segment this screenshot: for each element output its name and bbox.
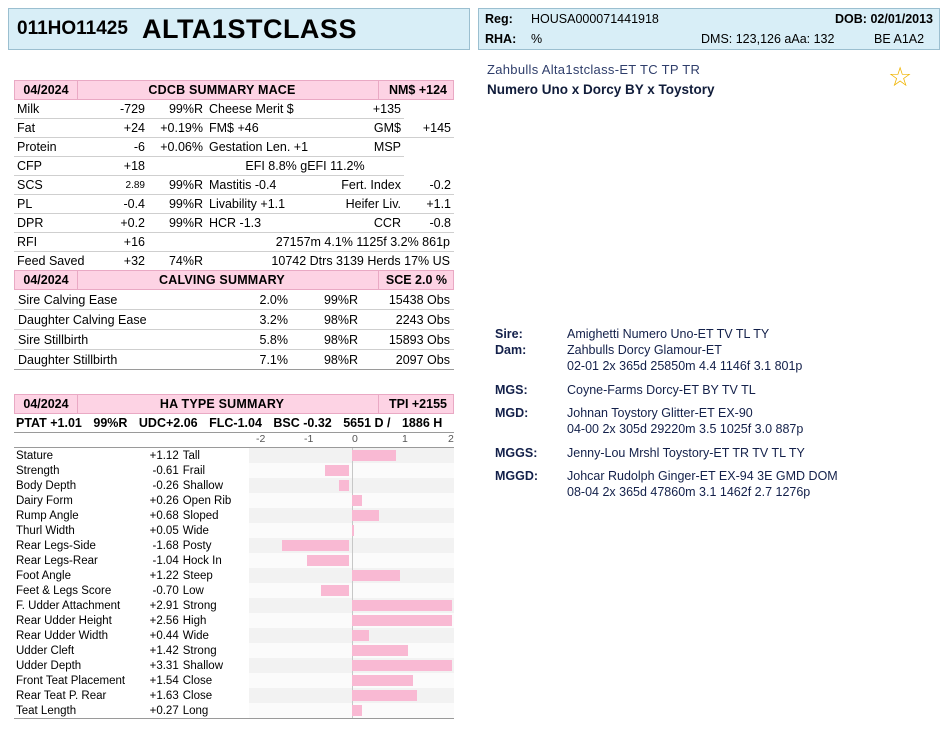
cdcb-summary-panel bbox=[14, 80, 454, 271]
trait-descriptor: Strong bbox=[182, 599, 217, 612]
pedigree-key: MGD: bbox=[495, 406, 529, 420]
trait-bar-cell bbox=[249, 703, 454, 718]
calving-trait: Daughter Stillbirth bbox=[14, 350, 220, 370]
calving-sce-value: SCE 2.0 % bbox=[385, 273, 447, 287]
trait-descriptor: Hock In bbox=[182, 554, 222, 567]
tick-label: -2 bbox=[256, 433, 266, 445]
trait-value: +1.22 bbox=[149, 569, 179, 582]
trait-chart-scale bbox=[14, 433, 454, 447]
trait-descriptor: Shallow bbox=[182, 659, 224, 672]
trait-rel: 99%R bbox=[148, 176, 206, 195]
bull-code: 011HO11425 bbox=[17, 18, 128, 39]
calving-date: 04/2024 bbox=[23, 273, 69, 287]
trait-bar bbox=[352, 690, 417, 701]
calving-rel: 98%R bbox=[292, 310, 362, 330]
trait-descriptor: Tall bbox=[182, 449, 200, 462]
trait-bar bbox=[352, 660, 452, 671]
sire-stack: Numero Uno x Dorcy BY x Toystory bbox=[487, 82, 715, 97]
calving-grid bbox=[14, 290, 454, 370]
table-row bbox=[14, 553, 454, 568]
lactation-record: 27157m 4.1% 1125f 3.2% 861p bbox=[206, 233, 454, 252]
dms-value: 123,126 bbox=[735, 32, 781, 46]
pedigree-dam-record: 02-01 2x 365d 25850m 4.4 1146f 3.1 801p bbox=[567, 359, 803, 373]
trait-name: Rear Udder Height bbox=[16, 614, 112, 627]
trait-bar bbox=[325, 465, 349, 476]
table-row bbox=[14, 448, 454, 463]
dob-pair bbox=[835, 9, 933, 29]
dms-label: DMS: bbox=[701, 32, 733, 46]
tick-label: 1 bbox=[402, 433, 408, 445]
pedigree-value: Coyne-Farms Dorcy-ET BY TV TL bbox=[567, 383, 756, 397]
table-row bbox=[14, 598, 454, 613]
trait-label: RFI bbox=[14, 233, 98, 252]
pedigree-row-dam bbox=[495, 343, 935, 357]
calving-rel: 99%R bbox=[292, 290, 362, 310]
calving-summary-panel bbox=[14, 270, 454, 370]
table-row bbox=[14, 703, 454, 718]
calving-rel: 98%R bbox=[292, 350, 362, 370]
trait-extra-left: Mastitis -0.4 bbox=[206, 176, 338, 195]
trait-rel: 99%R bbox=[148, 100, 206, 119]
bsc-value: BSC -0.32 bbox=[273, 416, 332, 430]
trait-bar bbox=[321, 585, 349, 596]
table-row bbox=[14, 176, 454, 195]
trait-descriptor: Posty bbox=[182, 539, 212, 552]
trait-label: CFP bbox=[14, 157, 98, 176]
pedigree-key: MGGD: bbox=[495, 469, 539, 483]
calving-trait: Sire Calving Ease bbox=[14, 290, 220, 310]
trait-bar-cell bbox=[249, 673, 454, 688]
trait-descriptor: Close bbox=[182, 674, 213, 687]
trait-bar-cell bbox=[249, 658, 454, 673]
bull-identity-box bbox=[8, 8, 470, 50]
table-row bbox=[14, 508, 454, 523]
table-row bbox=[14, 119, 454, 138]
trait-name: Body Depth bbox=[16, 479, 77, 492]
trait-name: Rear Udder Width bbox=[16, 629, 109, 642]
trait-bar-cell bbox=[249, 598, 454, 613]
trait-rel bbox=[148, 157, 206, 176]
cdcb-date: 04/2024 bbox=[23, 83, 69, 97]
tick-label: -1 bbox=[304, 433, 314, 445]
full-registered-name: Zahbulls Alta1stclass-ET TC TP TR bbox=[487, 62, 701, 77]
trait-extra-right: MSP bbox=[338, 138, 404, 157]
trait-descriptor: Steep bbox=[182, 569, 213, 582]
trait-value: -1.04 bbox=[152, 554, 179, 567]
ptat-value: PTAT +1.01 bbox=[16, 416, 82, 430]
pedigree-value: Amighetti Numero Uno-ET TV TL TY bbox=[567, 327, 770, 341]
table-row bbox=[14, 350, 454, 370]
type-title: HA TYPE SUMMARY bbox=[159, 397, 285, 411]
trait-bar-cell bbox=[249, 448, 454, 463]
trait-bar-cell bbox=[249, 538, 454, 553]
trait-name: Rear Legs-Rear bbox=[16, 554, 98, 567]
dms-group bbox=[701, 29, 834, 49]
pedigree-value: Jenny-Lou Mrshl Toystory-ET TR TV TL TY bbox=[567, 446, 805, 460]
trait-bar-cell bbox=[249, 478, 454, 493]
calving-rel: 98%R bbox=[292, 330, 362, 350]
trait-bar bbox=[352, 615, 452, 626]
trait-rel bbox=[148, 233, 206, 252]
pedigree-row-sire bbox=[495, 327, 935, 341]
trait-bar bbox=[352, 495, 362, 506]
trait-extra-right: +1.1 bbox=[404, 195, 454, 214]
herd-count: 1886 H bbox=[401, 416, 443, 430]
daughter-count: 5651 D / bbox=[343, 416, 391, 430]
trait-value: +0.26 bbox=[149, 494, 179, 507]
trait-rel: 99%R bbox=[148, 214, 206, 233]
trait-value: +3.31 bbox=[149, 659, 179, 672]
trait-value: +0.27 bbox=[149, 704, 179, 717]
trait-bar bbox=[352, 675, 414, 686]
calving-pct: 7.1% bbox=[220, 350, 292, 370]
pedigree-key: MGGS: bbox=[495, 446, 538, 460]
trait-value: +32 bbox=[98, 252, 148, 271]
registration-row bbox=[479, 9, 939, 29]
trait-extra-mid: CCR bbox=[338, 214, 404, 233]
trait-descriptor: Sloped bbox=[182, 509, 219, 522]
calving-pct: 2.0% bbox=[220, 290, 292, 310]
trait-name: Teat Length bbox=[16, 704, 77, 717]
table-row bbox=[14, 538, 454, 553]
pedigree-mggd-record: 08-04 2x 365d 47860m 3.1 1462f 2.7 1276p bbox=[567, 485, 811, 499]
trait-extra-left: Gestation Len. +1 bbox=[206, 138, 338, 157]
calving-pct: 5.8% bbox=[220, 330, 292, 350]
trait-descriptor: Strong bbox=[182, 644, 217, 657]
table-row bbox=[14, 613, 454, 628]
trait-bar bbox=[352, 705, 363, 716]
trait-label: Fat bbox=[14, 119, 98, 138]
trait-value: +18 bbox=[98, 157, 148, 176]
calving-obs: 2243 Obs bbox=[362, 310, 454, 330]
tick-label: 2 bbox=[448, 433, 454, 445]
trait-name: Dairy Form bbox=[16, 494, 73, 507]
table-row bbox=[14, 568, 454, 583]
cdcb-title-bar bbox=[14, 80, 454, 100]
cdcb-grid bbox=[14, 100, 454, 271]
trait-extra-mid: Heifer Liv. bbox=[338, 195, 404, 214]
trait-name: Udder Depth bbox=[16, 659, 82, 672]
rha-value: % bbox=[531, 32, 543, 46]
trait-extra-left: Cheese Merit $ bbox=[206, 100, 338, 119]
pedigree-row-mgd bbox=[495, 406, 935, 420]
trait-descriptor: Wide bbox=[182, 524, 209, 537]
trait-extra-right: +135 bbox=[338, 100, 404, 119]
trait-name: Rear Teat P. Rear bbox=[16, 689, 107, 702]
trait-value: +24 bbox=[98, 119, 148, 138]
table-row bbox=[14, 233, 454, 252]
calving-trait: Daughter Calving Ease bbox=[14, 310, 220, 330]
pedigree-summary bbox=[487, 62, 887, 97]
trait-value: -0.26 bbox=[152, 479, 179, 492]
trait-bar-cell bbox=[249, 613, 454, 628]
pedigree-value: Zahbulls Dorcy Glamour-ET bbox=[567, 343, 722, 357]
calving-obs: 15893 Obs bbox=[362, 330, 454, 350]
udc-value: UDC+2.06 bbox=[138, 416, 198, 430]
trait-extra-left: FM$ +46 bbox=[206, 119, 338, 138]
aaa-label: aAa: bbox=[784, 32, 811, 46]
flc-value: FLC-1.04 bbox=[209, 416, 262, 430]
trait-name: Strength bbox=[16, 464, 60, 477]
pedigree-value: Johcar Rudolph Ginger-ET EX-94 3E GMD DOM bbox=[567, 469, 838, 483]
star-icon: ☆ bbox=[888, 62, 913, 92]
table-row bbox=[14, 673, 454, 688]
be-label: BE bbox=[874, 32, 891, 46]
trait-bar-cell bbox=[249, 628, 454, 643]
pedigree-mgd-record: 04-00 2x 305d 29220m 3.5 1025f 3.0 887p bbox=[567, 422, 804, 436]
trait-value: +2.56 bbox=[149, 614, 179, 627]
trait-descriptor: Shallow bbox=[182, 479, 224, 492]
trait-label: DPR bbox=[14, 214, 98, 233]
trait-label: Protein bbox=[14, 138, 98, 157]
trait-name: Stature bbox=[16, 449, 54, 462]
trait-extra-right: -0.2 bbox=[404, 176, 454, 195]
type-summary-panel bbox=[14, 394, 454, 719]
trait-name: F. Udder Attachment bbox=[16, 599, 121, 612]
table-row bbox=[14, 195, 454, 214]
trait-value: -729 bbox=[98, 100, 148, 119]
trait-bar bbox=[352, 450, 397, 461]
trait-value: -0.61 bbox=[152, 464, 179, 477]
table-row bbox=[14, 688, 454, 703]
trait-chart bbox=[14, 447, 454, 719]
table-row bbox=[14, 252, 454, 271]
registration-box bbox=[478, 8, 940, 50]
rha-label: RHA: bbox=[485, 32, 517, 46]
reg-value: HOUSA000071441918 bbox=[531, 12, 659, 26]
trait-extra-left: EFI 8.8% gEFI 11.2% bbox=[206, 157, 404, 176]
trait-bar-cell bbox=[249, 493, 454, 508]
trait-bar-cell bbox=[249, 553, 454, 568]
cdcb-title: CDCB SUMMARY MACE bbox=[148, 83, 296, 97]
type-date: 04/2024 bbox=[23, 397, 69, 411]
type-tpi-value: TPI +2155 bbox=[388, 397, 447, 411]
be-group bbox=[874, 29, 924, 49]
trait-value: +1.54 bbox=[149, 674, 179, 687]
trait-bar-cell bbox=[249, 463, 454, 478]
trait-descriptor: High bbox=[182, 614, 207, 627]
pedigree-row-mgs bbox=[495, 383, 935, 397]
pedigree-key: Sire: bbox=[495, 327, 523, 341]
trait-value: -0.4 bbox=[98, 195, 148, 214]
trait-value: -0.70 bbox=[152, 584, 179, 597]
trait-extra-left: Livability +1.1 bbox=[206, 195, 338, 214]
trait-value: +0.44 bbox=[149, 629, 179, 642]
table-row bbox=[14, 330, 454, 350]
ptat-rel: 99%R bbox=[93, 416, 128, 430]
trait-bar bbox=[352, 525, 354, 536]
trait-bar-cell bbox=[249, 688, 454, 703]
pedigree-value: Johnan Toystory Glitter-ET EX-90 bbox=[567, 406, 753, 420]
table-row bbox=[14, 157, 454, 176]
table-row bbox=[14, 310, 454, 330]
table-row bbox=[14, 290, 454, 310]
table-row bbox=[14, 523, 454, 538]
daughter-herd-counts: 10742 Dtrs 3139 Herds 17% US bbox=[206, 252, 454, 271]
bull-name: ALTA1STCLASS bbox=[141, 13, 357, 44]
trait-label: Milk bbox=[14, 100, 98, 119]
trait-bar bbox=[352, 570, 401, 581]
pedigree-table bbox=[495, 327, 935, 502]
tick-label: 0 bbox=[352, 433, 358, 445]
trait-value: +0.05 bbox=[149, 524, 179, 537]
table-row bbox=[14, 643, 454, 658]
pedigree-row-mggd bbox=[495, 469, 935, 483]
trait-value: +0.2 bbox=[98, 214, 148, 233]
trait-descriptor: Open Rib bbox=[182, 494, 232, 507]
trait-extra-mid: GM$ bbox=[338, 119, 404, 138]
trait-value: +0.68 bbox=[149, 509, 179, 522]
trait-bar-cell bbox=[249, 568, 454, 583]
pedigree-row-mggs bbox=[495, 446, 935, 460]
pedigree-key: MGS: bbox=[495, 383, 528, 397]
page-header bbox=[0, 0, 948, 54]
trait-rel: 99%R bbox=[148, 195, 206, 214]
trait-name: Udder Cleft bbox=[16, 644, 75, 657]
trait-descriptor: Low bbox=[182, 584, 204, 597]
calving-obs: 15438 Obs bbox=[362, 290, 454, 310]
be-value: A1A2 bbox=[893, 32, 925, 46]
trait-extra-left: HCR -1.3 bbox=[206, 214, 338, 233]
trait-label: PL bbox=[14, 195, 98, 214]
trait-value: 2.89 bbox=[98, 176, 148, 195]
trait-value: +1.63 bbox=[149, 689, 179, 702]
table-row bbox=[14, 463, 454, 478]
trait-rel: +0.19% bbox=[148, 119, 206, 138]
trait-rel: 74%R bbox=[148, 252, 206, 271]
trait-name: Foot Angle bbox=[16, 569, 71, 582]
trait-descriptor: Long bbox=[182, 704, 209, 717]
calving-pct: 3.2% bbox=[220, 310, 292, 330]
pedigree-key: Dam: bbox=[495, 343, 527, 357]
calving-obs: 2097 Obs bbox=[362, 350, 454, 370]
table-row bbox=[14, 138, 454, 157]
trait-descriptor: Close bbox=[182, 689, 213, 702]
trait-extra-right: -0.8 bbox=[404, 214, 454, 233]
trait-bar bbox=[352, 630, 370, 641]
ptat-composite-row bbox=[14, 414, 454, 433]
trait-name: Rump Angle bbox=[16, 509, 79, 522]
trait-value: +2.91 bbox=[149, 599, 179, 612]
trait-bar bbox=[352, 600, 452, 611]
trait-table bbox=[14, 448, 454, 718]
trait-value: -1.68 bbox=[152, 539, 179, 552]
trait-bar-cell bbox=[249, 508, 454, 523]
table-row bbox=[14, 100, 454, 119]
aaa-value: 132 bbox=[813, 32, 835, 46]
table-row bbox=[14, 493, 454, 508]
table-row bbox=[14, 478, 454, 493]
calving-trait: Sire Stillbirth bbox=[14, 330, 220, 350]
trait-bar bbox=[282, 540, 349, 551]
trait-bar bbox=[307, 555, 349, 566]
trait-label: SCS bbox=[14, 176, 98, 195]
trait-bar bbox=[352, 645, 409, 656]
cdcb-nm-value: NM$ +124 bbox=[388, 83, 447, 97]
trait-bar-cell bbox=[249, 643, 454, 658]
trait-value: +1.42 bbox=[149, 644, 179, 657]
dob-value: 02/01/2013 bbox=[870, 12, 933, 26]
trait-name: Rear Legs-Side bbox=[16, 539, 96, 552]
calving-title: CALVING SUMMARY bbox=[159, 273, 285, 287]
rha-row bbox=[479, 29, 939, 49]
table-row bbox=[14, 628, 454, 643]
trait-name: Thurl Width bbox=[16, 524, 75, 537]
trait-extra-mid: Fert. Index bbox=[338, 176, 404, 195]
trait-rel: +0.06% bbox=[148, 138, 206, 157]
trait-descriptor: Frail bbox=[182, 464, 206, 477]
trait-value: +16 bbox=[98, 233, 148, 252]
table-row bbox=[14, 658, 454, 673]
calving-title-bar bbox=[14, 270, 454, 290]
type-title-bar bbox=[14, 394, 454, 414]
trait-value: -6 bbox=[98, 138, 148, 157]
trait-bar bbox=[339, 480, 349, 491]
trait-value: +1.12 bbox=[149, 449, 179, 462]
reg-label: Reg: bbox=[485, 12, 513, 26]
dob-label: DOB: bbox=[835, 12, 867, 26]
trait-bar-cell bbox=[249, 523, 454, 538]
table-row bbox=[14, 214, 454, 233]
trait-name: Feet & Legs Score bbox=[16, 584, 112, 597]
trait-name: Front Teat Placement bbox=[16, 674, 126, 687]
trait-bar-cell bbox=[249, 583, 454, 598]
trait-label: Feed Saved bbox=[14, 252, 98, 271]
trait-descriptor: Wide bbox=[182, 629, 209, 642]
table-row bbox=[14, 583, 454, 598]
trait-bar bbox=[352, 510, 379, 521]
trait-extra-right: +145 bbox=[404, 119, 454, 138]
